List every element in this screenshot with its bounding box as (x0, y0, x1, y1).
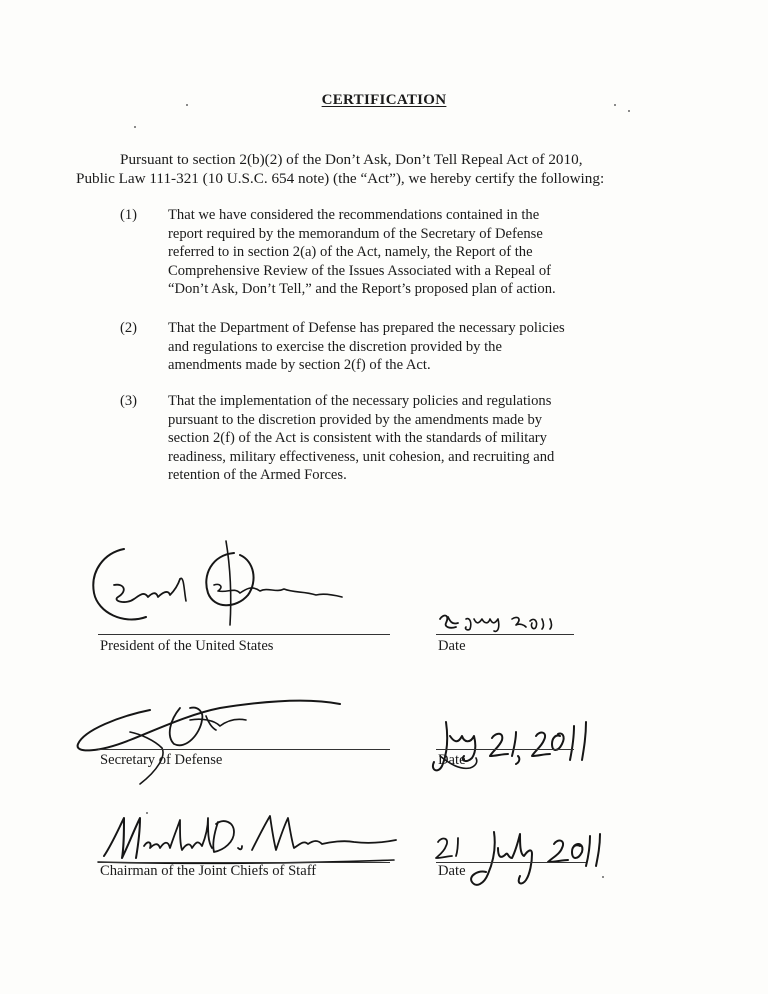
item-text (168, 319, 638, 375)
item-number: (2) (120, 320, 138, 336)
item-line: amendments made by section 2(f) of the Act. (168, 357, 431, 373)
item-line: report required by the memorandum of the Secretary of Defense (168, 225, 543, 242)
president-signature (84, 535, 354, 635)
item-line: “Don’t Ask, Don’t Tell,” and the Report’s proposed plan of action. (168, 281, 556, 297)
scan-speck (628, 110, 630, 112)
intro-line-1: Pursuant to section 2(b)(2) of the Don’t Ask, Don’t Tell Repeal Act of 2010, (120, 151, 583, 168)
item-line: pursuant to the discretion provided by the amendments made by (168, 411, 543, 428)
item-line: and regulations to exercise the discretion provided by the (168, 338, 502, 355)
secretary-date-caption: Date (438, 752, 466, 768)
item-line: Comprehensive Review of the Issues Associated with a Repeal of (168, 262, 551, 279)
item-text (168, 392, 638, 485)
president-date-line (436, 634, 574, 635)
secretary-date-line (436, 749, 574, 750)
president-date-handwritten (436, 607, 576, 635)
scan-speck (134, 126, 136, 128)
item-text (168, 206, 638, 299)
item-line: retention of the Armed Forces. (168, 467, 347, 483)
chairman-signature (94, 806, 404, 866)
chairman-title: Chairman of the Joint Chiefs of Staff (100, 863, 317, 879)
item-number: (1) (120, 207, 138, 223)
item-line: section 2(f) of the Act is consistent with the standards of military (168, 430, 547, 446)
scan-speck (146, 812, 148, 814)
scan-speck (614, 104, 616, 106)
item-line: That the Department of Defense has prepared the necessary policies (168, 320, 565, 336)
item-line: That the implementation of the necessary policies and regulations (168, 393, 552, 409)
chairman-date-caption: Date (438, 863, 466, 879)
item-number: (3) (120, 393, 138, 409)
scan-speck (602, 876, 604, 878)
chairman-date-handwritten (428, 826, 608, 896)
president-title: President of the United States (100, 638, 274, 654)
secretary-signature-line (98, 749, 390, 750)
item-line: That we have considered the recommendations contained in the (168, 207, 540, 223)
president-signature-line (98, 634, 390, 635)
item-line: readiness, military effectiveness, unit cohesion, and recruiting and (168, 448, 555, 465)
secretary-title: Secretary of Defense (100, 752, 223, 768)
document-title: CERTIFICATION (321, 92, 447, 108)
scan-speck (186, 104, 188, 106)
item-line: referred to in section 2(a) of the Act, namely, the Report of the (168, 244, 533, 260)
secretary-signature (70, 690, 360, 790)
intro-paragraph (76, 150, 656, 188)
president-date-caption: Date (438, 638, 466, 654)
intro-line-2: Public Law 111-321 (10 U.S.C. 654 note) (the “Act”), we hereby certify the following: (76, 170, 605, 187)
